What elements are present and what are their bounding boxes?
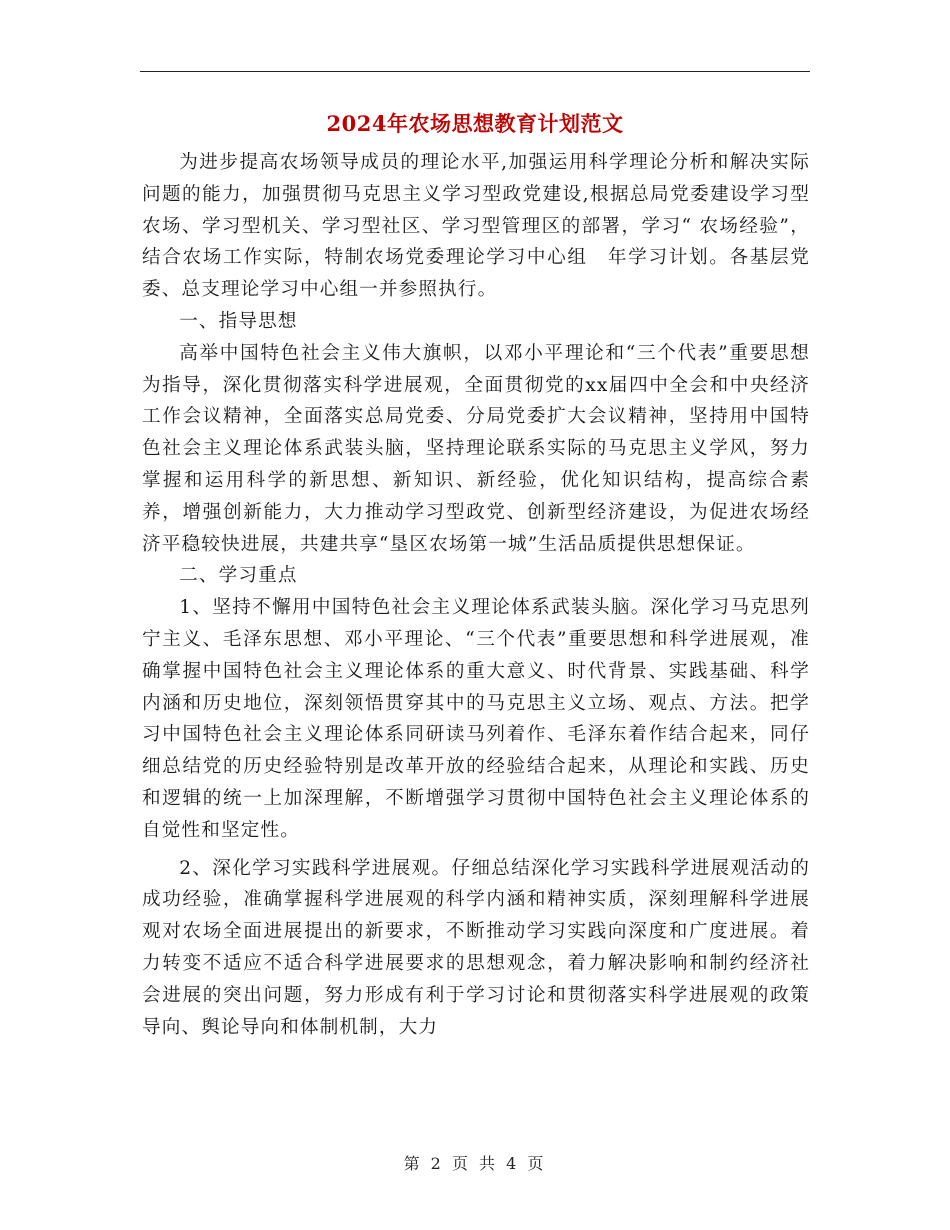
document-title: 2024年农场思想教育计划范文 [326, 111, 624, 136]
paragraph-focus-2: 2、深化学习实践科学进展观。仔细总结深化学习实践科学进展观活动的成功经验，准确掌握科学进展观的科学内涵和精神实质，深刻理解科学进展观对农场全面进展提出的新要求，不断推动学习实践向深度和广度进展。着力转变不适应不适合科学进展要求的思想观念，着力解决影响和制约经济社会进展的突出问题，努力形成有利于学习讨论和贯彻落实科学进展观的政策导向、舆论导向和体制机制，大力 [142, 857, 810, 1038]
heading-study-focus: 二、学习重点 [179, 565, 298, 587]
paragraph-intro: 为进步提高农场领导成员的理论水平,加强运用科学理论分析和解决实际问题的能力，加强贯彻马克思主义学习型政党建设,根据总局党委建设学习型农场、学习型机关、学习型社区、学习型管理区的部署，学习“ 农场经验”，结合农场工作实际，特制农场党委理论学习中心组 年学习计划。各基层党委、总支理论学习中心组一并参照执行。 [142, 152, 810, 301]
header-rule [140, 71, 810, 72]
paragraph-focus-1: 1、坚持不懈用中国特色社会主义理论体系武装头脑。深化学习马克思列宁主义、毛泽东思想、邓小平理论、“三个代表”重要思想和科学进展观，准确掌握中国特色社会主义理论体系的重大意义、时代背景、实践基础、科学内涵和历史地位，深刻领悟贯穿其中的马克思主义立场、观点、方法。把学习中国特色社会主义理论体系同研读马列着作、毛泽东着作结合起来，同仔细总结党的历史经验特别是改革开放的经验结合起来，从理论和实践、历史和逻辑的统一上加深理解，不断增强学习贯彻中国特色社会主义理论体系的自觉性和坚定性。 [142, 597, 810, 841]
paragraph-guiding-ideology: 高举中国特色社会主义伟大旗帜，以邓小平理论和“三个代表”重要思想为指导，深化贯彻落实科学进展观，全面贯彻党的xx届四中全会和中央经济工作会议精神，全面落实总局党委、分局党委扩大会议精神，坚持用中国特色社会主义理论体系武装头脑，坚持理论联系实际的马克思主义学风，努力掌握和运用科学的新思想、新知识、新经验，优化知识结构，提高综合素养，增强创新能力，大力推动学习型政党、创新型经济建设，为促进农场经济平稳较快进展，共建共享“垦区农场第一城”生活品质提供思想保证。 [142, 342, 810, 555]
heading-guiding-ideology: 一、指导思想 [179, 310, 298, 332]
page-footer: 第 2 页 共 4 页 [403, 1154, 547, 1173]
document-body [142, 147, 810, 1043]
